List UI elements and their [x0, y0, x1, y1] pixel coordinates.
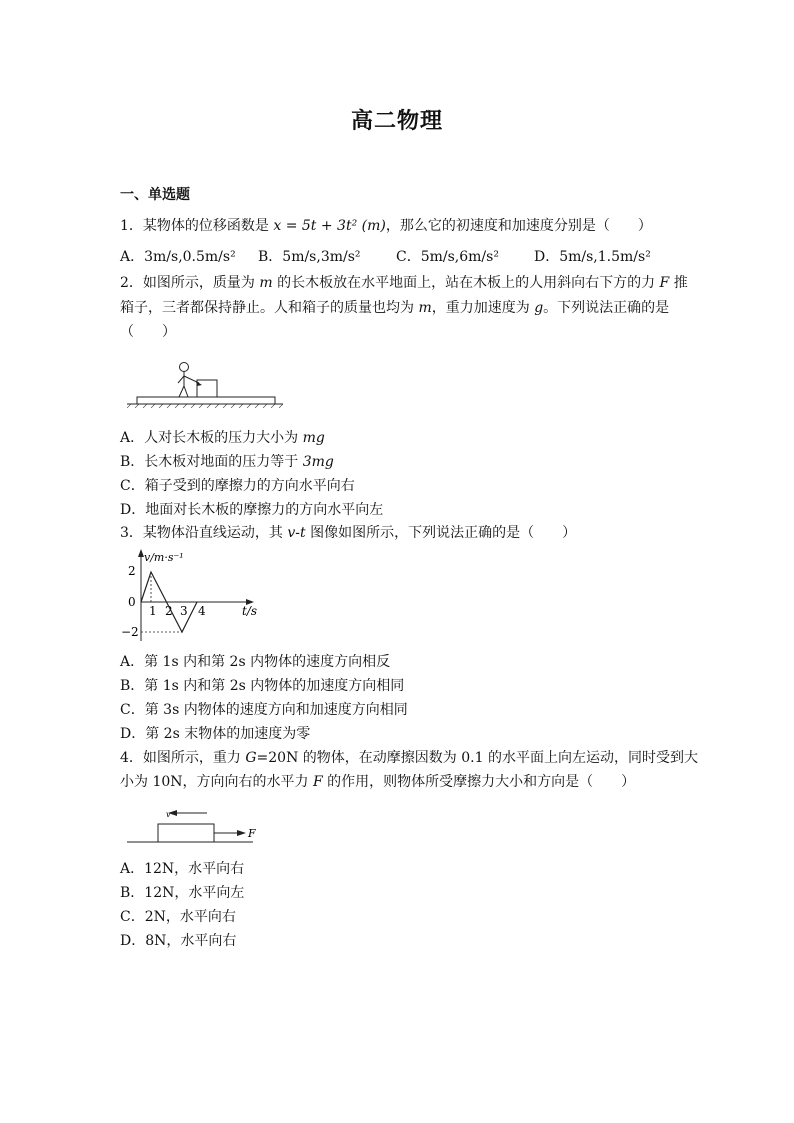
q4-option-c[interactable]: C．2N，水平向右	[120, 909, 236, 925]
page-title: 高二物理	[350, 108, 443, 134]
long-board	[137, 397, 275, 404]
q2-text: 。下列说法正确的是	[543, 300, 670, 316]
y-tick-label: 2	[128, 564, 136, 578]
x-tick-label: 3	[180, 604, 188, 618]
q1-stem-text-2: ，那么它的初速度和加速度分别是（ ）	[385, 218, 652, 234]
q1-option-b[interactable]: B．5m/s,3m/s²	[258, 249, 361, 265]
x-tick-label: 4	[198, 604, 206, 618]
q3-option-a[interactable]: A．第 1s 内和第 2s 内物体的速度方向相反	[120, 654, 391, 670]
q1-stem	[120, 216, 652, 236]
q2-option-a-math: mg	[302, 430, 325, 446]
q4-text: 4．如图所示，重力	[120, 750, 246, 766]
q3-option-c[interactable]: C．第 3s 内物体的速度方向和加速度方向相同	[120, 702, 408, 718]
q2-mass-symbol: m	[259, 275, 273, 291]
q2-option-b[interactable]	[120, 452, 334, 472]
y-tick-label: −2	[121, 625, 139, 639]
force-arrow-icon	[237, 830, 246, 836]
q1-option-c[interactable]: C．5m/s,6m/s²	[396, 249, 499, 265]
q4-option-a[interactable]: A．12N，水平向右	[120, 861, 245, 877]
q2-option-c[interactable]: C．箱子受到的摩擦力的方向水平向右	[120, 478, 355, 494]
q3-stem-text-2: 图像如图所示，下列说法正确的是（ ）	[305, 525, 577, 541]
q1-formula: x = 5t + 3t² (m)	[273, 218, 386, 234]
q1-options	[120, 247, 651, 267]
person-figure	[178, 363, 199, 398]
x-tick-label: 1	[149, 604, 157, 618]
x-tick-label: 2	[165, 604, 173, 618]
ground-hatching	[127, 404, 283, 408]
q4-stem-line2	[120, 772, 635, 792]
q2-option-a-text: A．人对长木板的压力大小为	[120, 430, 303, 446]
q2-text: ，重力加速度为	[431, 300, 535, 316]
q4-stem-line1	[120, 748, 698, 768]
q2-option-b-math: 3mg	[302, 454, 334, 470]
q3-stem	[120, 523, 576, 543]
q4-text: 的作用，则物体所受摩擦力大小和方向是（ ）	[322, 774, 636, 790]
q2-force-symbol: F	[659, 275, 670, 291]
q3-vt-symbol: v-t	[287, 525, 306, 541]
q4-option-d[interactable]: D．8N，水平向右	[120, 933, 237, 949]
q2-option-d[interactable]: D．地面对长木板的摩擦力的方向水平向左	[120, 502, 384, 518]
q3-stem-text: 3．某物体沿直线运动，其	[120, 525, 288, 541]
velocity-label: v	[166, 810, 171, 819]
q3-option-b[interactable]: B．第 1s 内和第 2s 内物体的加速度方向相同	[120, 678, 405, 694]
q2-option-a[interactable]	[120, 428, 325, 448]
block	[158, 824, 214, 842]
x-axis-label: t/s	[242, 604, 258, 618]
q2-text: 2．如图所示，质量为	[120, 275, 260, 291]
q1-stem-text: 1．某物体的位移函数是	[120, 218, 274, 234]
y-axis-label: v/m·s⁻¹	[144, 551, 184, 564]
q2-text: 箱子，三者都保持静止。人和箱子的质量也均为	[120, 300, 419, 316]
force-label: F	[248, 827, 256, 840]
q2-stem-line3: （ ）	[120, 324, 176, 340]
q3-option-d[interactable]: D．第 2s 末物体的加速度为零	[120, 726, 311, 742]
q2-stem-line2	[120, 298, 669, 318]
q4-text: 小为 10N，方向向右的水平力	[120, 774, 313, 790]
q3-vt-graph	[118, 545, 263, 645]
section-title: 一、单选题	[120, 187, 190, 203]
q4-option-b[interactable]: B．12N，水平向左	[120, 885, 245, 901]
q2-figure	[125, 358, 285, 408]
q2-text: 的长木板放在水平地面上，站在木板上的人用斜向右下方的力	[272, 275, 660, 291]
q4-text: =20N 的物体，在动摩擦因数为 0.1 的水平面上向左运动，同时受到大	[256, 750, 698, 766]
box	[197, 380, 217, 397]
q4-gravity-symbol: G	[245, 750, 257, 766]
q1-option-a[interactable]: A．3m/s,0.5m/s²	[120, 249, 236, 265]
q2-stem-line1	[120, 273, 688, 293]
q2-gravity-symbol: g	[534, 300, 544, 316]
q4-force-symbol: F	[312, 774, 323, 790]
q2-option-b-text: B．长木板对地面的压力等于	[120, 454, 303, 470]
y-tick-label: 0	[128, 595, 136, 609]
q4-figure	[125, 805, 265, 850]
q2-text: 推	[669, 275, 688, 291]
q2-mass-symbol: m	[418, 300, 432, 316]
q1-option-d[interactable]: D．5m/s,1.5m/s²	[534, 249, 651, 265]
